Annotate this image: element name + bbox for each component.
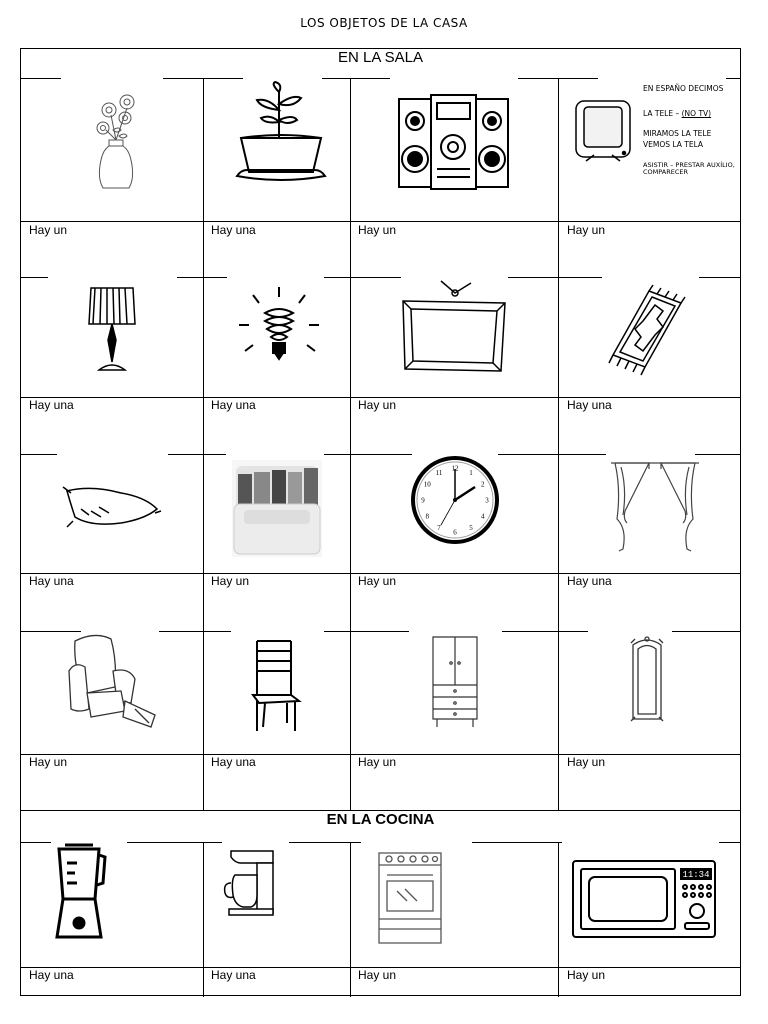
tv-note-line-1: EN ESPAÑO DECIMOS (643, 84, 724, 93)
potted-plant-icon (231, 80, 331, 190)
clock-number: 3 (485, 496, 489, 505)
clock-number: 2 (480, 480, 485, 489)
armchair-sofa-icon (232, 460, 322, 557)
pillow-icon (61, 479, 161, 531)
cell-label: Hay un (358, 755, 397, 769)
cell-label: Hay un (358, 968, 397, 982)
wall-clock-icon (411, 455, 499, 545)
cell-label: Hay un (29, 755, 68, 769)
clock-number: 9 (421, 496, 425, 505)
tv-note-line-3: MIRAMOS LA TELE (643, 129, 712, 139)
tv-note-line-4: VEMOS LA TELA (643, 139, 704, 149)
vase-of-roses-icon (61, 80, 171, 198)
clock-number: 6 (453, 528, 457, 537)
cell-label: Hay una (211, 223, 256, 237)
recliner-icon (65, 631, 161, 731)
tv-note-line-5: ASISTIR – PRESTAR AUXÍLIO, (643, 160, 735, 169)
cell-label: Hay una (567, 398, 612, 412)
clock-number: 4 (480, 512, 485, 521)
clock-number: 5 (469, 524, 473, 533)
clock-number: 10 (423, 480, 431, 489)
lamp-icon (85, 286, 139, 376)
cell-label: Hay una (211, 968, 256, 982)
clock-number: 7 (437, 524, 441, 533)
clock-number: 12 (451, 464, 459, 473)
clock-number: 11 (435, 468, 443, 477)
cell-label: Hay una (211, 398, 256, 412)
stove-icon (375, 849, 445, 945)
cell-label: Hay una (29, 398, 74, 412)
cell-label: Hay una (567, 574, 612, 588)
section-title-cocina: EN LA COCINA (326, 811, 435, 828)
coffee-maker-icon (221, 849, 277, 917)
cell-label: Hay una (29, 968, 74, 982)
cell-label: Hay una (211, 755, 256, 769)
clock-number: 1 (469, 468, 473, 477)
television-icon (574, 97, 634, 165)
stereo-system-icon (397, 95, 510, 191)
blender-icon (51, 843, 107, 941)
wardrobe-icon (429, 635, 481, 729)
tv-vocabulary-note (643, 85, 735, 176)
picture-frame-icon (399, 279, 511, 375)
mirror-icon (627, 635, 667, 725)
cell-label: Hay un (29, 223, 68, 237)
cell-label: Hay un (358, 398, 397, 412)
chair-icon (251, 637, 303, 735)
microwave-icon (571, 859, 717, 941)
worksheet-table (20, 48, 741, 996)
curtains-icon (609, 459, 701, 555)
cell-label: Hay un (358, 574, 397, 588)
microwave-display: 11:34 (682, 870, 710, 880)
cell-label: Hay un (211, 574, 250, 588)
cell-label: Hay un (567, 968, 606, 982)
cell-label: Hay una (29, 574, 74, 588)
cell-label: Hay un (358, 223, 397, 237)
tv-note-line-6: COMPARECER (643, 167, 688, 176)
cell-label: Hay un (567, 755, 606, 769)
clock-number: 8 (425, 512, 430, 521)
rug-icon (605, 285, 691, 377)
page-title: LOS OBJETOS DE LA CASA (300, 16, 468, 30)
tv-note-line-2: LA TELE – (NO TV) (643, 108, 712, 118)
light-bulb-icon (235, 285, 331, 383)
section-title-sala: EN LA SALA (337, 49, 424, 66)
cell-label: Hay un (567, 223, 606, 237)
